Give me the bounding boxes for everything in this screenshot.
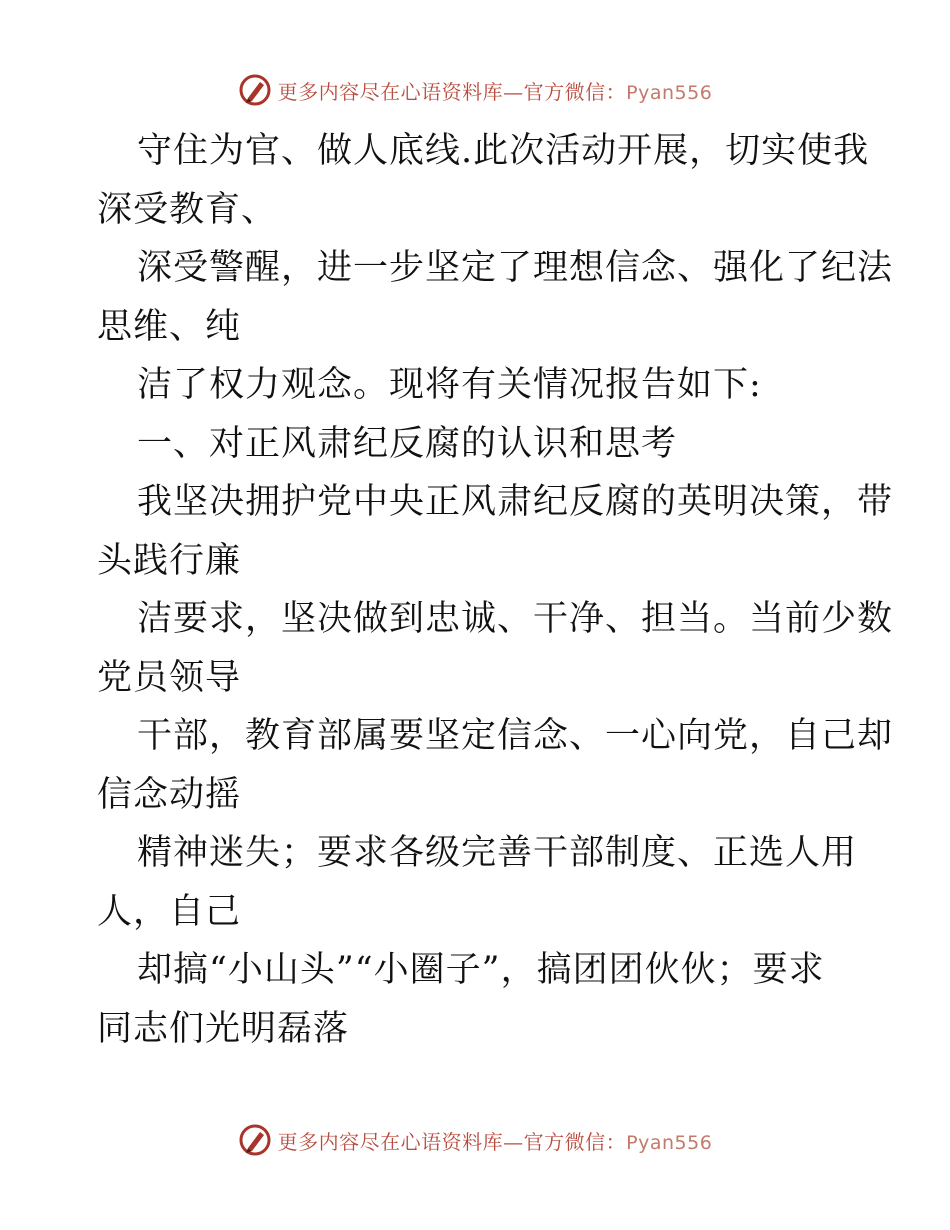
text-line: 人，自己 [97,891,242,932]
text-line: 思维、纯 [97,306,242,347]
text-line: 却搞“小山头”“小圈子”，搞团团伙伙；要求 [137,950,825,990]
text-line: 守住为官、做人底线.此次活动开展，切实使我 [137,131,870,171]
text-line: 头践行廉 [97,540,242,581]
text-line: 干部，教育部属要坚定信念、一心向党，自己却 [137,716,894,756]
text-line: 精神迷失；要求各级完善干部制度、正选人用 [137,833,858,873]
document-body [97,122,894,1058]
section-heading: 一、对正风肃纪反腐的认识和思考 [137,423,678,464]
header-wechat-id: Pyan556 [626,81,713,104]
header-brand-text: 更多内容尽在心语资料库—官方微信：Pyan556 [277,79,713,104]
header-banner [0,70,950,110]
text-line: 洁要求，坚决做到忠诚、干净、担当。当前少数 [137,599,894,639]
footer-wechat-id: Pyan556 [626,1131,713,1154]
footer-brand-text: 更多内容尽在心语资料库—官方微信：Pyan556 [277,1129,713,1154]
text-line: 深受警醒，进一步坚定了理想信念、强化了纪法 [137,248,894,288]
pen-logo-icon [238,1123,272,1157]
text-line: 我坚决拥护党中央正风肃纪反腐的英明决策，带 [137,482,894,522]
text-line: 洁了权力观念。现将有关情况报告如下: [137,365,762,405]
footer-banner [0,1120,950,1160]
text-line: 信念动摇 [97,774,242,815]
pen-logo-icon [238,73,272,107]
text-line: 党员领导 [97,657,242,698]
text-line: 深受教育、 [97,189,278,230]
text-line: 同志们光明磊落 [97,1008,350,1049]
